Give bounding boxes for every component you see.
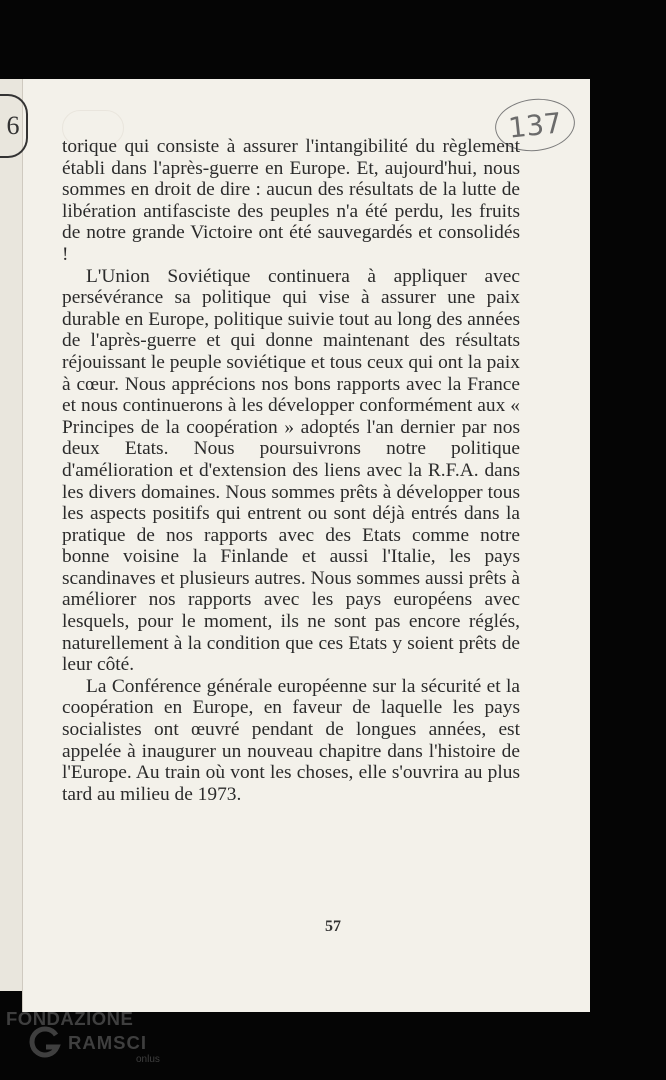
paragraph-1: torique qui consiste à assurer l'intangibilité du règlement établi dans l'après-guerre en Europe. Et, aujourd'hui, nous sommes en droit de dire : aucun des résultats de la lutte de libération antifasciste des peuples n'a été perdu, les fruits de notre grande Victoire ont été sauvegardés et consolidés ! (62, 136, 520, 265)
handwritten-page-number: 137 (493, 95, 578, 155)
body-text (62, 136, 520, 805)
logo-line-1: FONDAZIONE (6, 1008, 134, 1029)
g-logo-icon (28, 1026, 62, 1060)
left-page-edge (0, 79, 22, 991)
handwritten-mark: 6 (0, 94, 28, 158)
logo-line-2: RAMSCI (68, 1032, 147, 1053)
logo-line-3: onlus (136, 1054, 160, 1065)
fondazione-gramsci-logo (6, 1008, 166, 1076)
paragraph-2: L'Union Soviétique continuera à appliquer avec persévérance sa politique qui vise à assurer une paix durable en Europe, politique suivie tout au long des années de l'après-guerre et qui donne maintenant des résultats réjouissant le peuple soviétique et tous ceux qui ont la paix à cœur. Nous apprécions nos bons rapports avec la France et nous continuerons à les développer conformément aux « Principes de la coopération » adoptés l'an dernier par nos deux Etats. Nous poursuivrons notre politique d'amélioration et d'extension des liens avec la R.F.A. dans les divers domaines. Nous sommes prêts à développer tous les aspects positifs qui entrent ou sont déjà entrés dans la pratique de nos rapports avec des Etats comme notre bonne voisine la Finlande et aussi l'Italie, les pays scandinaves et plusieurs autres. Nous sommes aussi prêts à améliorer nos rapports avec les pays européens avec lesquels, pour le moment, ils ne sont pas encore réglés, naturellement à la condition que ces Etats y soient prêts de leur côté. (62, 265, 520, 676)
page-number: 57 (325, 918, 341, 935)
paragraph-3: La Conférence générale européenne sur la sécurité et la coopération en Europe, en faveur de laquelle les pays socialistes ont œuvré pendant de longues années, est appelée à inaugurer un nouveau chapitre dans l'histoire de l'Europe. Au train où vont les choses, elle s'ouvrira au plus tard au milieu de 1973. (62, 675, 520, 805)
